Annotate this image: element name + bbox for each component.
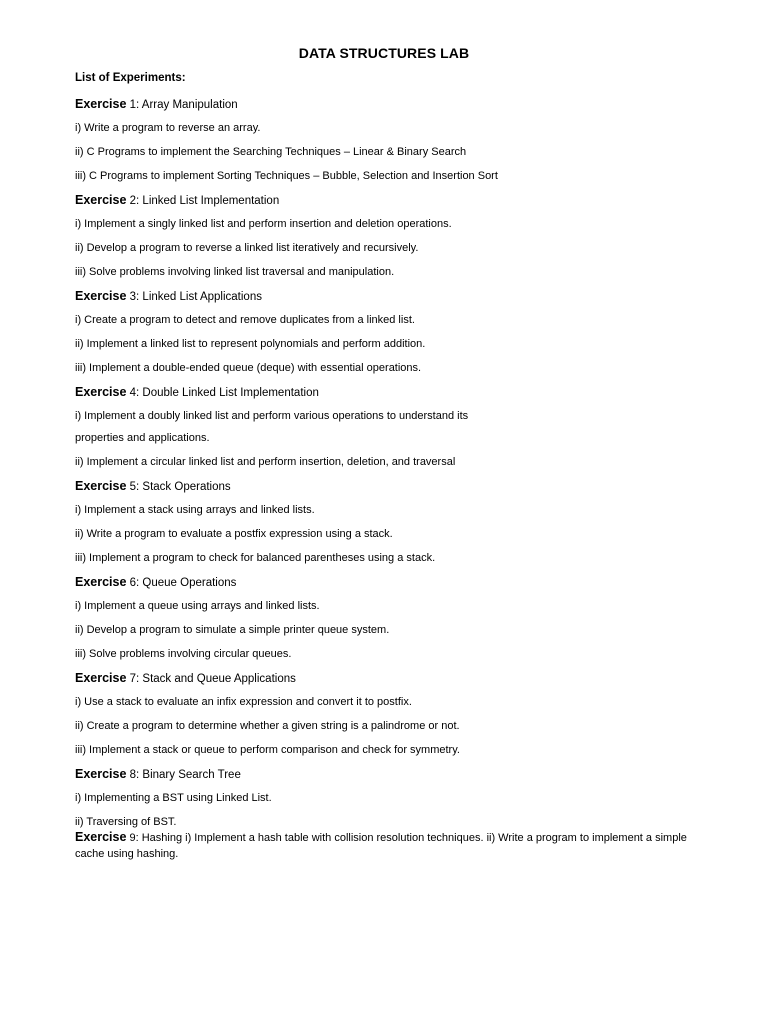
exercise-label: Exercise — [75, 479, 127, 493]
exercise-item: iii) Solve problems involving linked list traversal and manipulation. — [75, 266, 395, 278]
exercise-item: iii) C Programs to implement Sorting Techniques – Bubble, Selection and Insertion Sort — [75, 170, 498, 182]
exercise-item: ii) Traversing of BST. — [75, 816, 177, 828]
exercise-2-heading — [75, 191, 705, 215]
exercise-label: Exercise — [75, 385, 127, 399]
exercise-title: 5: Stack Operations — [126, 481, 231, 493]
exercise-item: properties and applications. — [75, 432, 210, 444]
exercise-title: 7: Stack and Queue Applications — [126, 673, 296, 685]
exercise-item: iii) Solve problems involving circular queues. — [75, 648, 292, 660]
exercise-5-heading — [75, 477, 705, 501]
exercise-item: i) Implement a stack using arrays and linked lists. — [75, 504, 315, 516]
exercise-8-heading — [75, 765, 705, 789]
exercise-label: Exercise — [75, 97, 127, 111]
exercise-4-heading — [75, 383, 705, 407]
exercise-item: i) Use a stack to evaluate an infix expression and convert it to postfix. — [75, 696, 412, 708]
page-title: DATA STRUCTURES LAB — [298, 45, 470, 61]
exercise-3-heading — [75, 287, 705, 311]
exercise-title: 2: Linked List Implementation — [126, 195, 280, 207]
exercise-item: i) Implement a doubly linked list and perform various operations to understand its — [75, 410, 469, 422]
exercise-item: iii) Implement a stack or queue to perform comparison and check for symmetry. — [75, 744, 460, 756]
exercise-item: ii) Write a program to evaluate a postfix expression using a stack. — [75, 528, 393, 540]
exercise-title: 6: Queue Operations — [126, 577, 237, 589]
exercise-label: Exercise — [75, 830, 127, 844]
exercise-title: 3: Linked List Applications — [126, 291, 262, 303]
exercise-item: i) Create a program to detect and remove duplicates from a linked list. — [75, 314, 415, 326]
exercise-label: Exercise — [75, 671, 127, 685]
exercise-item: i) Write a program to reverse an array. — [75, 122, 261, 134]
exercise-item: ii) Develop a program to simulate a simple printer queue system. — [75, 624, 390, 636]
exercise-list — [75, 95, 705, 862]
exercise-item: ii) Create a program to determine whether a given string is a palindrome or not. — [75, 720, 460, 732]
exercise-item: ii) C Programs to implement the Searching Techniques – Linear & Binary Search — [75, 146, 467, 158]
exercise-label: Exercise — [75, 289, 127, 303]
exercise-title: 4: Double Linked List Implementation — [126, 387, 319, 399]
exercise-item: i) Implement a singly linked list and perform insertion and deletion operations. — [75, 218, 452, 230]
exercise-item: iii) Implement a double-ended queue (deque) with essential operations. — [75, 362, 422, 374]
exercise-item: iii) Implement a program to check for balanced parentheses using a stack. — [75, 552, 436, 564]
exercise-item: ii) Implement a circular linked list and perform insertion, deletion, and traversal — [75, 456, 456, 468]
exercise-1-heading — [75, 95, 705, 119]
exercise-item: i) Implementing a BST using Linked List. — [75, 792, 272, 804]
exercise-label: Exercise — [75, 767, 127, 781]
exercise-label: Exercise — [75, 575, 127, 589]
exercise-9-text: 9: Hashing i) Implement a hash table with collision resolution techniques. ii) Write a program to implement a simple cache using hashing. — [75, 832, 687, 860]
exercise-item: i) Implement a queue using arrays and linked lists. — [75, 600, 320, 612]
exercise-item: ii) Implement a linked list to represent polynomials and perform addition. — [75, 338, 426, 350]
exercise-label: Exercise — [75, 193, 127, 207]
list-heading: List of Experiments: — [75, 72, 186, 84]
exercise-title: 8: Binary Search Tree — [126, 769, 241, 781]
exercise-title: 1: Array Manipulation — [126, 99, 238, 111]
exercise-9-paragraph — [75, 829, 705, 862]
exercise-7-heading — [75, 669, 705, 693]
exercise-item: ii) Develop a program to reverse a linked list iteratively and recursively. — [75, 242, 419, 254]
exercise-6-heading — [75, 573, 705, 597]
